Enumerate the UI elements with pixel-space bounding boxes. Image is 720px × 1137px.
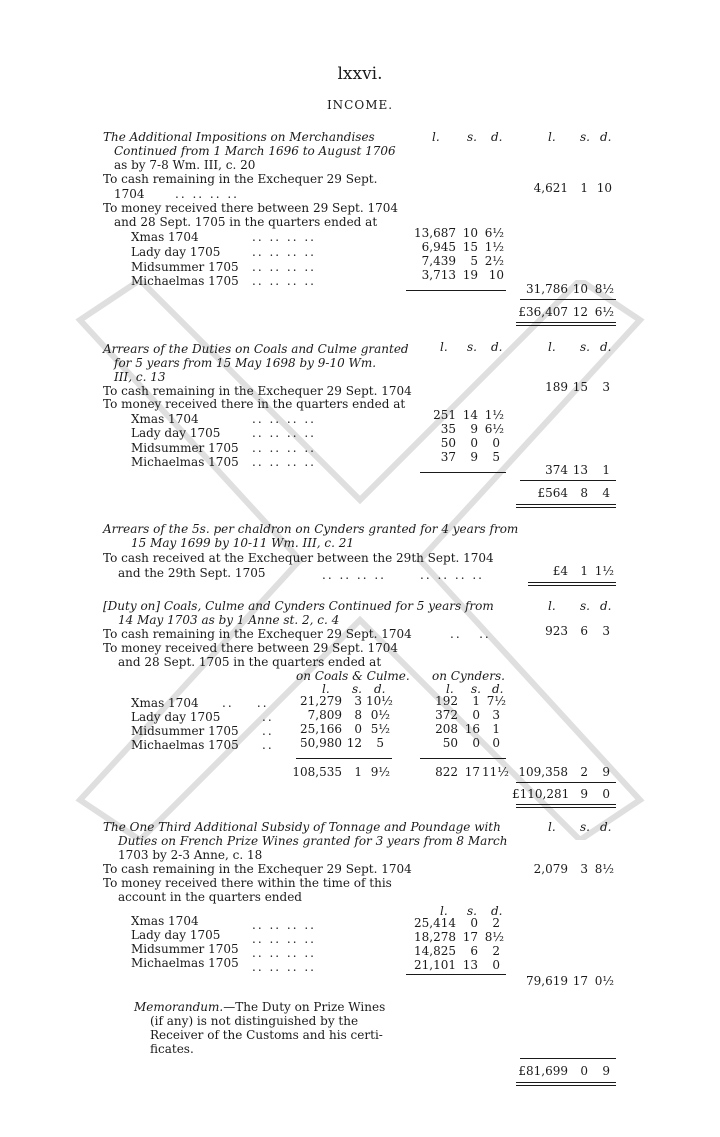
s5-hdr-s2: s. — [580, 820, 590, 834]
s2-q2-dots: .. .. .. .. — [252, 426, 316, 440]
s4-q1-label: Xmas 1704 — [131, 696, 199, 710]
s1-rule-total-1 — [516, 322, 616, 323]
s4-q4-cd: 5 — [376, 736, 384, 750]
s5-sum-d: 0½ — [594, 974, 614, 988]
s5-hdr-s: s. — [467, 904, 477, 918]
s1-line-1b: 1704 — [114, 187, 145, 201]
s4-q3-cs: 0 — [354, 722, 362, 736]
s4-hdr-yd: d. — [492, 682, 504, 696]
s2-q4-d: 5 — [492, 450, 500, 464]
s5-q2-d: 8½ — [484, 930, 504, 944]
s1-title-3: as by 7-8 Wm. III, c. 20 — [114, 158, 256, 172]
s2-title-1: Arrears of the Duties on Coals and Culme granted — [103, 342, 409, 356]
s5-memo-2: (if any) is not distinguished by the — [150, 1014, 359, 1028]
s5-q2-dots: .. .. .. .. — [252, 932, 316, 946]
s1-line-2b: and 28 Sept. 1705 in the quarters ended at — [114, 215, 378, 229]
s5-total-l: £81,699 — [518, 1064, 568, 1078]
s2-q2-s: 9 — [470, 422, 478, 436]
s2-rule-total-2 — [516, 507, 616, 508]
s4-q1-yl: 192 — [435, 694, 458, 708]
s2-total-l: £564 — [537, 486, 568, 500]
s1-sum-d: 8½ — [594, 282, 614, 296]
s4-col-coals: on Coals & Culme. — [296, 669, 410, 683]
s5-q3-dots: .. .. .. .. — [252, 946, 316, 960]
s5-line-3: account in the quarters ended — [118, 890, 302, 904]
s4-q4-yl: 50 — [442, 736, 458, 750]
s1-hdr-l2: l. — [548, 130, 556, 144]
s3-title-2: 15 May 1699 by 10-11 Wm. III, c. 21 — [131, 536, 354, 550]
s4-q1-yd: 7½ — [486, 694, 506, 708]
s1-q2-d: 1½ — [484, 240, 504, 254]
s5-q1-l: 25,414 — [414, 916, 456, 930]
s4-q1-dots: .. .. — [222, 696, 269, 710]
s4-rule-cynders — [420, 758, 506, 759]
s5-q4-s: 13 — [462, 958, 478, 972]
s5-q3-d: 2 — [492, 944, 500, 958]
s4-q3-yl: 208 — [435, 722, 458, 736]
s4-q2-yl: 372 — [435, 708, 458, 722]
s3-total-s: 1 — [580, 564, 588, 578]
s1-q1-d: 6½ — [484, 226, 504, 240]
s2-hdr-d: d. — [491, 340, 503, 354]
s2-q4-label: Michaelmas 1705 — [131, 455, 239, 469]
s1-q4-s: 19 — [462, 268, 478, 282]
s5-rule-total-2 — [516, 1085, 616, 1086]
s2-hdr-l: l. — [440, 340, 448, 354]
s2-hdr-l2: l. — [548, 340, 556, 354]
s4-title-1: [Duty on] Coals, Culme and Cynders Continued for 5 years from — [103, 599, 494, 613]
s1-q3-d: 2½ — [484, 254, 504, 268]
s2-q2-d: 6½ — [484, 422, 504, 436]
s5-title-3: 1703 by 2-3 Anne, c. 18 — [118, 848, 263, 862]
s3-title-1: Arrears of the 5s. per chaldron on Cynders granted for 4 years from — [103, 522, 519, 536]
s2-q1-dots: .. .. .. .. — [252, 412, 316, 426]
s4-coals-sum-l: 108,535 — [292, 765, 342, 779]
s4-remaining-d: 3 — [602, 624, 610, 638]
s2-remaining-l: 189 — [545, 380, 568, 394]
s4-q2-cl: 7,809 — [307, 708, 342, 722]
s1-rule-total-2 — [516, 325, 616, 326]
s2-q4-s: 9 — [470, 450, 478, 464]
s1-q4-d: 10 — [488, 268, 504, 282]
s1-rule-quarters — [406, 290, 506, 291]
s4-q3-ys: 16 — [464, 722, 480, 736]
s3-rule-total-1 — [528, 582, 616, 583]
s5-memo-1 — [134, 1000, 385, 1014]
s1-total-s: 12 — [572, 305, 588, 319]
s2-q3-s: 0 — [470, 436, 478, 450]
s4-q1-cl: 21,279 — [300, 694, 342, 708]
s4-line-3: and 28 Sept. 1705 in the quarters ended at — [118, 655, 382, 669]
s1-rule-sum — [520, 299, 616, 300]
s5-memo-label: Memorandum. — [134, 1000, 224, 1014]
s5-sum-l: 79,619 — [526, 974, 568, 988]
s2-q4-l: 37 — [440, 450, 456, 464]
section-title: INCOME. — [326, 98, 394, 112]
s4-remaining-l: 923 — [545, 624, 568, 638]
s3-total-d: 1½ — [594, 564, 614, 578]
s4-q2-dots: .. — [262, 710, 274, 724]
s1-q3-label: Midsummer 1705 — [131, 260, 239, 274]
s2-sum-l: 374 — [545, 463, 568, 477]
s4-q1-cd: 10½ — [366, 694, 393, 708]
s1-remaining-d: 10 — [596, 181, 612, 195]
s5-q3-s: 6 — [470, 944, 478, 958]
s4-rule-sum — [516, 782, 616, 783]
s1-hdr-d2: d. — [600, 130, 612, 144]
s5-hdr-l: l. — [440, 904, 448, 918]
s5-q1-label: Xmas 1704 — [131, 914, 199, 928]
s2-title-3: III, c. 13 — [114, 370, 166, 384]
s1-title-2: Continued from 1 March 1696 to August 1706 — [114, 144, 396, 158]
s1-q1-l: 13,687 — [414, 226, 456, 240]
s1-remaining-s: 1 — [580, 181, 588, 195]
s5-q4-label: Michaelmas 1705 — [131, 956, 239, 970]
s5-line-1: To cash remaining in the Exchequer 29 Sept. 1704 — [103, 862, 412, 876]
s4-cynders-sum-d: 11½ — [482, 765, 509, 779]
s4-q3-label: Midsummer 1705 — [131, 724, 239, 738]
s5-hdr-d2: d. — [600, 820, 612, 834]
s2-rule-quarters — [420, 472, 506, 473]
s1-q1-label: Xmas 1704 — [131, 230, 199, 244]
s4-line-1-dots: .. .. — [450, 627, 491, 641]
s2-q2-label: Lady day 1705 — [131, 426, 221, 440]
s4-q2-yd: 3 — [492, 708, 500, 722]
s5-q3-l: 14,825 — [414, 944, 456, 958]
s5-q4-d: 0 — [492, 958, 500, 972]
s5-memo-4: ficates. — [150, 1042, 194, 1056]
s4-q3-dots: .. — [262, 724, 274, 738]
s2-q1-label: Xmas 1704 — [131, 412, 199, 426]
s4-q4-ys: 0 — [472, 736, 480, 750]
s4-col-cynders: on Cynders. — [432, 669, 505, 683]
s1-q2-dots: .. .. .. .. — [252, 245, 316, 259]
s1-title-1: The Additional Impositions on Merchandises — [103, 130, 375, 144]
s1-q3-l: 7,439 — [421, 254, 456, 268]
s4-hdr-cd: d. — [374, 682, 386, 696]
s2-q1-d: 1½ — [484, 408, 504, 422]
s5-rule-sum — [520, 1058, 616, 1059]
s1-q4-l: 3,713 — [421, 268, 456, 282]
s5-remaining-l: 2,079 — [533, 862, 568, 876]
page-number: lxxvi. — [337, 64, 383, 84]
s4-remaining-s: 6 — [580, 624, 588, 638]
s1-hdr-s2: s. — [580, 130, 590, 144]
s1-total-d: 6½ — [594, 305, 614, 319]
s4-rule-total-2 — [516, 807, 616, 808]
s5-q2-label: Lady day 1705 — [131, 928, 221, 942]
s5-memo-3: Receiver of the Customs and his certi- — [150, 1028, 383, 1042]
s1-sum-s: 10 — [572, 282, 588, 296]
s2-q1-s: 14 — [462, 408, 478, 422]
s5-total-d: 9 — [602, 1064, 610, 1078]
s5-title-1: The One Third Additional Subsidy of Tonnage and Poundage with — [103, 820, 501, 834]
s1-q3-s: 5 — [470, 254, 478, 268]
s2-sum-d: 1 — [602, 463, 610, 477]
s2-q3-label: Midsummer 1705 — [131, 441, 239, 455]
s5-q2-l: 18,278 — [414, 930, 456, 944]
s2-q3-dots: .. .. .. .. — [252, 441, 316, 455]
s2-hdr-s2: s. — [580, 340, 590, 354]
s5-q1-d: 2 — [492, 916, 500, 930]
s5-title-2: Duties on French Prize Wines granted for 3 years from 8 March — [118, 834, 508, 848]
s1-q1-s: 10 — [462, 226, 478, 240]
s3-line-1: To cash received at the Exchequer between the 29th Sept. 1704 — [103, 551, 494, 565]
s4-hdr-l2: l. — [548, 599, 556, 613]
s4-sum-d: 9 — [602, 765, 610, 779]
s2-title-2: for 5 years from 15 May 1698 by 9-10 Wm. — [114, 356, 377, 370]
s4-hdr-ys: s. — [471, 682, 481, 696]
s1-q2-l: 6,945 — [421, 240, 456, 254]
s5-hdr-d: d. — [491, 904, 503, 918]
s5-q4-dots: .. .. .. .. — [252, 960, 316, 974]
s1-sum-l: 31,786 — [526, 282, 568, 296]
s5-line-2: To money received there within the time of this — [103, 876, 392, 890]
s5-total-s: 0 — [580, 1064, 588, 1078]
s1-total-l: £36,407 — [518, 305, 568, 319]
s5-remaining-d: 8½ — [594, 862, 614, 876]
s1-dots-1: .. .. .. .. — [175, 187, 239, 201]
s1-remaining-l: 4,621 — [533, 181, 568, 195]
s1-q2-label: Lady day 1705 — [131, 245, 221, 259]
s5-q3-label: Midsummer 1705 — [131, 942, 239, 956]
s4-cynders-sum-s: 17 — [464, 765, 480, 779]
s4-q2-label: Lady day 1705 — [131, 710, 221, 724]
s2-remaining-d: 3 — [602, 380, 610, 394]
s1-hdr-l: l. — [432, 130, 440, 144]
s4-q4-yd: 0 — [492, 736, 500, 750]
s5-remaining-s: 3 — [580, 862, 588, 876]
s4-rule-coals — [296, 758, 392, 759]
s2-line-1: To cash remaining in the Exchequer 29 Sept. 1704 — [103, 384, 412, 398]
s5-memo-text-1: —The Duty on Prize Wines — [223, 1000, 386, 1014]
s4-q2-cd: 0½ — [370, 708, 390, 722]
s2-hdr-s: s. — [467, 340, 477, 354]
s4-total-l: £110,281 — [512, 787, 570, 801]
s4-cynders-sum-l: 822 — [435, 765, 458, 779]
s1-q4-label: Michaelmas 1705 — [131, 274, 239, 288]
s4-q3-cd: 5½ — [370, 722, 390, 736]
s2-rule-sum — [520, 480, 616, 481]
s5-q1-dots: .. .. .. .. — [252, 918, 316, 932]
s4-hdr-d2: d. — [600, 599, 612, 613]
s2-rule-total-1 — [516, 504, 616, 505]
s1-line-1a: To cash remaining in the Exchequer 29 Sept. — [103, 172, 378, 186]
s4-line-1: To cash remaining in the Exchequer 29 Sept. 1704 — [103, 627, 412, 641]
s3-dots: .. .. .. .. — [322, 568, 386, 582]
s4-q1-ys: 1 — [472, 694, 480, 708]
s5-q4-l: 21,101 — [414, 958, 456, 972]
s2-line-2: To money received there in the quarters ended at — [103, 397, 406, 411]
s3-dots-2: .. .. .. .. — [420, 568, 484, 582]
s4-hdr-cl: l. — [322, 682, 330, 696]
s1-hdr-s: s. — [467, 130, 477, 144]
s4-q4-cl: 50,980 — [300, 736, 342, 750]
s5-q1-s: 0 — [470, 916, 478, 930]
s2-q2-l: 35 — [440, 422, 456, 436]
s1-line-2a: To money received there between 29 Sept. 1704 — [103, 201, 399, 215]
s4-q1-cs: 3 — [354, 694, 362, 708]
s4-rule-total-1 — [516, 804, 616, 805]
s1-q2-s: 15 — [462, 240, 478, 254]
s4-sum-l: 109,358 — [518, 765, 568, 779]
s4-q3-yd: 1 — [492, 722, 500, 736]
s2-q4-dots: .. .. .. .. — [252, 455, 316, 469]
s2-q3-d: 0 — [492, 436, 500, 450]
s4-q4-cs: 12 — [346, 736, 362, 750]
s4-hdr-s2: s. — [580, 599, 590, 613]
s2-q3-l: 50 — [440, 436, 456, 450]
s3-line-2: and the 29th Sept. 1705 — [118, 566, 266, 580]
s5-q2-s: 17 — [462, 930, 478, 944]
s2-q1-l: 251 — [433, 408, 456, 422]
s4-total-s: 9 — [580, 787, 588, 801]
s3-rule-total-2 — [528, 585, 616, 586]
s1-q1-dots: .. .. .. .. — [252, 230, 316, 244]
s4-q3-cl: 25,166 — [300, 722, 342, 736]
s4-q4-dots: .. — [262, 738, 274, 752]
s1-q3-dots: .. .. .. .. — [252, 260, 316, 274]
s4-hdr-yl: l. — [446, 682, 454, 696]
s2-remaining-s: 15 — [572, 380, 588, 394]
s1-q4-dots: .. .. .. .. — [252, 274, 316, 288]
s4-q4-label: Michaelmas 1705 — [131, 738, 239, 752]
s4-total-d: 0 — [602, 787, 610, 801]
s2-sum-s: 13 — [572, 463, 588, 477]
s4-sum-s: 2 — [580, 765, 588, 779]
s4-title-2: 14 May 1703 as by 1 Anne st. 2, c. 4 — [118, 613, 340, 627]
s4-hdr-cs: s. — [352, 682, 362, 696]
s5-rule-quarters — [406, 974, 506, 975]
s4-q2-ys: 0 — [472, 708, 480, 722]
s2-total-d: 4 — [602, 486, 610, 500]
s4-coals-sum-s: 1 — [354, 765, 362, 779]
s4-line-2: To money received there between 29 Sept. 1704 — [103, 641, 399, 655]
s4-q2-cs: 8 — [354, 708, 362, 722]
s5-sum-s: 17 — [572, 974, 588, 988]
s2-total-s: 8 — [580, 486, 588, 500]
s3-total-l: £4 — [552, 564, 568, 578]
s5-hdr-l2: l. — [548, 820, 556, 834]
s1-hdr-d: d. — [491, 130, 503, 144]
s4-coals-sum-d: 9½ — [370, 765, 390, 779]
s2-hdr-d2: d. — [600, 340, 612, 354]
s5-rule-total-1 — [516, 1082, 616, 1083]
